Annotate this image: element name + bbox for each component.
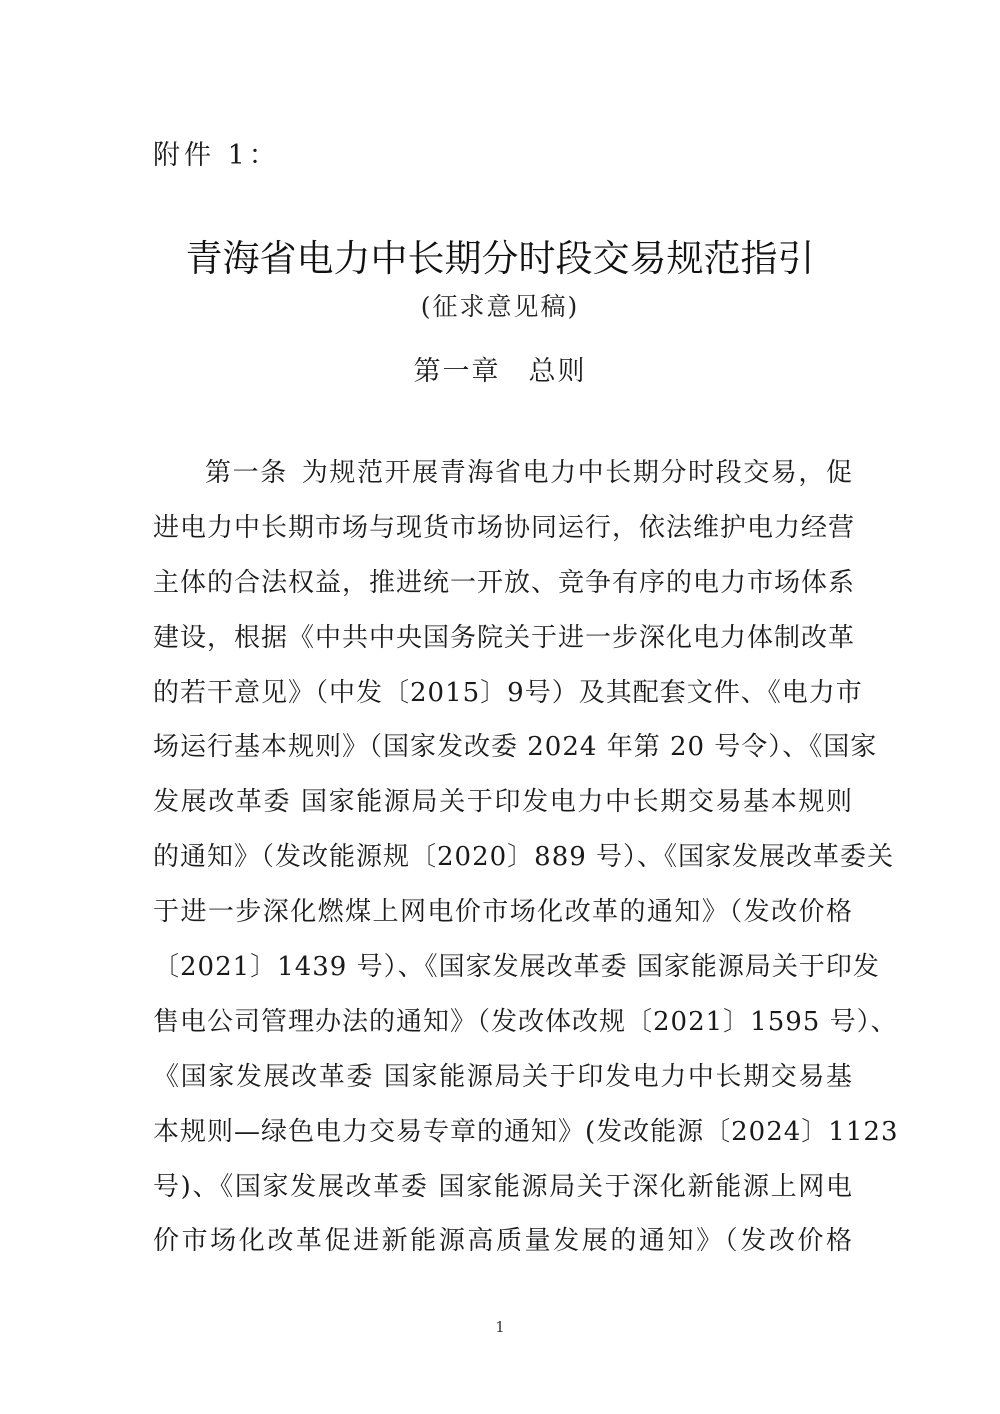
article-line: 进电力中长期市场与现货市场协同运行，依法维护电力经营 (153, 512, 856, 543)
page-number: 1 (495, 1318, 505, 1336)
article-line: 号)、《国家发展改革委 国家能源局关于深化新能源上网电 (153, 1171, 853, 1202)
article-line: 为规范开展青海省电力中长期分时段交易，促 (301, 458, 853, 488)
article-line: 本规则—绿色电力交易专章的通知》(发改能源〔2024〕1123 (153, 1116, 899, 1147)
attachment-label: 附件 1： (153, 140, 280, 171)
article-body (153, 446, 899, 1269)
article-line: 价市场化改革促进新能源高质量发展的通知》（发改价格 (153, 1226, 853, 1257)
article-line: 建设，根据《中共中央国务院关于进一步深化电力体制改革 (153, 622, 856, 653)
document-title: 青海省电力中长期分时段交易规范指引 (185, 237, 815, 280)
chapter-number: 第一章 (413, 356, 501, 387)
article-first-line (153, 446, 853, 501)
chapter-heading (0, 349, 1000, 388)
article-line: 场运行基本规则》（国家发改委 2024 年第 20 号令）、《国家 (153, 732, 878, 763)
article-line: 的若干意见》（中发〔2015〕9号）及其配套文件、《电力市 (153, 677, 863, 708)
article-line: 发展改革委 国家能源局关于印发电力中长期交易基本规则 (153, 787, 853, 818)
document-subtitle: (征求意见稿) (420, 292, 580, 321)
article-line: 售电公司管理办法的通知》（发改体改规〔2021〕1595 号）、 (153, 1006, 898, 1037)
article-line: 主体的合法权益，推进统一开放、竞争有序的电力市场体系 (153, 567, 856, 598)
article-line: 〔2021〕1439 号）、《国家发展改革委 国家能源局关于印发 (153, 952, 880, 983)
article-number: 第一条 (205, 458, 288, 488)
article-line: 于进一步深化燃煤上网电价市场化改革的通知》（发改价格 (153, 897, 853, 928)
article-line: 《国家发展改革委 国家能源局关于印发电力中长期交易基 (153, 1061, 853, 1092)
article-line: 的通知》（发改能源规〔2020〕889 号）、《国家发展改革委关 (153, 842, 895, 873)
chapter-name: 总则 (528, 356, 587, 387)
